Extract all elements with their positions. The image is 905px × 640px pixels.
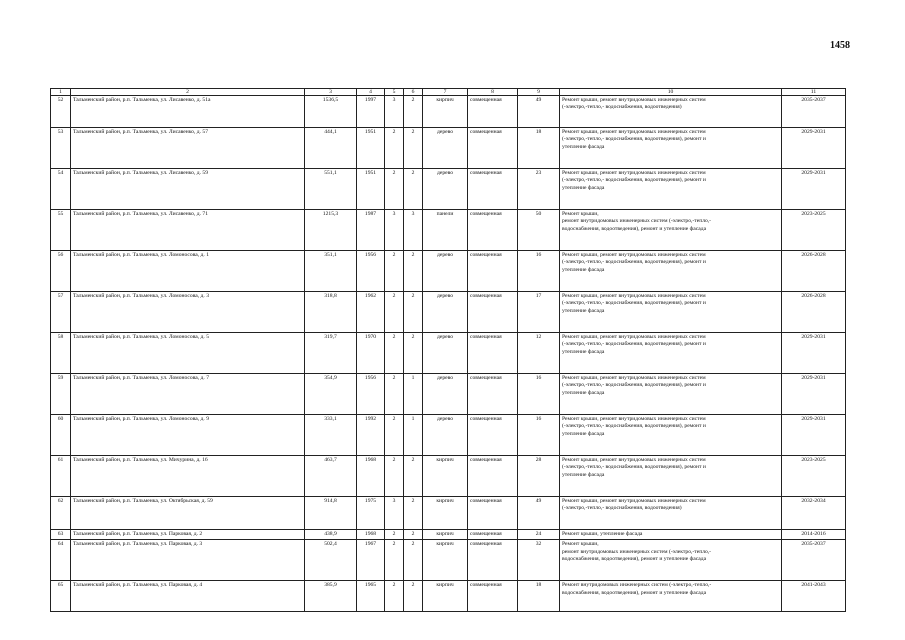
area-cell: 502,4 — [305, 540, 357, 581]
material-cell: дерево — [423, 374, 468, 415]
row-number: 57 — [51, 292, 71, 333]
area-cell: 444,1 — [305, 128, 357, 169]
table-row — [51, 96, 846, 128]
table-row — [51, 456, 846, 497]
table-row — [51, 128, 846, 169]
area-cell: 1536,5 — [305, 96, 357, 128]
area-cell: 351,1 — [305, 251, 357, 292]
works-cell: Ремонт крыши, ремонт внутридомовых инженерных систем (-электро,-тепло,- водоснабжения, водоотведения), ремонт и утепление фасада — [560, 456, 782, 497]
floors-cell: 3 — [385, 210, 404, 251]
roof-cell: совмещенная — [468, 96, 518, 128]
column-number: 5 — [385, 89, 404, 96]
roof-cell: совмещенная — [468, 456, 518, 497]
wear-cell: 28 — [518, 456, 560, 497]
year-cell: 1975 — [357, 497, 385, 530]
material-cell: дерево — [423, 169, 468, 210]
wear-cell: 50 — [518, 210, 560, 251]
column-number: 1 — [51, 89, 71, 96]
entrances-cell: 2 — [404, 497, 423, 530]
works-cell: Ремонт крыши, ремонт внутридомовых инженерных систем (-электро,-тепло,- водоснабжения, водоотведения), ремонт и утепление фасада — [560, 169, 782, 210]
area-cell: 551,1 — [305, 169, 357, 210]
column-number: 7 — [423, 89, 468, 96]
period-cell: 2029-2031 — [782, 169, 846, 210]
works-cell: Ремонт крыши, ремонт внутридомовых инженерных систем (-электро,-тепло,- водоснабжения, водоотведения), ремонт и утепление фасада — [560, 374, 782, 415]
works-cell: Ремонт крыши, ремонт внутридомовых инженерных систем (-электро,-тепло,- водоснабжения, водоотведения), ремонт и утепление фасада — [560, 251, 782, 292]
area-cell: 463,7 — [305, 456, 357, 497]
floors-cell: 2 — [385, 169, 404, 210]
floors-cell: 2 — [385, 456, 404, 497]
works-cell: Ремонт крыши, ремонт внутридомовых инженерных систем (-электро,-тепло,- водоснабжения, водоотведения), ремонт и утепление фасада — [560, 292, 782, 333]
address-cell: Тальменский район, р.п. Тальменка, ул. Ломоносова, д. 7 — [71, 374, 305, 415]
area-cell: 318,8 — [305, 292, 357, 333]
year-cell: 1968 — [357, 456, 385, 497]
area-cell: 319,7 — [305, 333, 357, 374]
year-cell: 1968 — [357, 530, 385, 540]
entrances-cell: 2 — [404, 530, 423, 540]
floors-cell: 3 — [385, 497, 404, 530]
column-number: 3 — [305, 89, 357, 96]
wear-cell: 16 — [518, 251, 560, 292]
period-cell: 2029-2031 — [782, 374, 846, 415]
roof-cell: совмещенная — [468, 128, 518, 169]
address-cell: Тальменский район, р.п. Тальменка, ул. Ломоносова, д. 3 — [71, 292, 305, 333]
period-cell: 2026-2028 — [782, 292, 846, 333]
row-number: 52 — [51, 96, 71, 128]
entrances-cell: 2 — [404, 251, 423, 292]
works-cell: Ремонт внутридомовых инженерных систем (-электро,-тепло,- водоснабжения, водоотведения), ремонт и утепление фасада — [560, 581, 782, 612]
row-number: 65 — [51, 581, 71, 612]
entrances-cell: 1 — [404, 415, 423, 456]
row-number: 55 — [51, 210, 71, 251]
table-body — [51, 89, 846, 612]
wear-cell: 17 — [518, 292, 560, 333]
year-cell: 1951 — [357, 128, 385, 169]
area-cell: 333,1 — [305, 415, 357, 456]
table-row — [51, 530, 846, 540]
area-cell: 354,9 — [305, 374, 357, 415]
floors-cell: 2 — [385, 540, 404, 581]
entrances-cell: 2 — [404, 581, 423, 612]
roof-cell: совмещенная — [468, 333, 518, 374]
floors-cell: 2 — [385, 333, 404, 374]
row-number: 64 — [51, 540, 71, 581]
year-cell: 1987 — [357, 210, 385, 251]
row-number: 59 — [51, 374, 71, 415]
entrances-cell: 2 — [404, 169, 423, 210]
page-number: 1458 — [830, 40, 850, 51]
wear-cell: 49 — [518, 497, 560, 530]
material-cell: дерево — [423, 415, 468, 456]
period-cell: 2023-2025 — [782, 456, 846, 497]
material-cell: кирпич — [423, 96, 468, 128]
wear-cell: 18 — [518, 581, 560, 612]
year-cell: 1956 — [357, 374, 385, 415]
period-cell: 2014-2016 — [782, 530, 846, 540]
wear-cell: 16 — [518, 415, 560, 456]
address-cell: Тальменский район, р.п. Тальменка, ул. Мичурина, д. 16 — [71, 456, 305, 497]
works-cell: Ремонт крыши, ремонт внутридомовых инженерных систем (-электро,-тепло,- водоснабжения, водоотведения), ремонт и утепление фасада — [560, 128, 782, 169]
period-cell: 2035-2037 — [782, 540, 846, 581]
address-cell: Тальменский район, р.п. Тальменка, ул. Лисавенко, д. 51а — [71, 96, 305, 128]
period-cell: 2032-2034 — [782, 497, 846, 530]
column-number: 10 — [560, 89, 782, 96]
row-number: 58 — [51, 333, 71, 374]
row-number: 60 — [51, 415, 71, 456]
wear-cell: 12 — [518, 333, 560, 374]
period-cell: 2029-2031 — [782, 128, 846, 169]
material-cell: кирпич — [423, 540, 468, 581]
entrances-cell: 2 — [404, 96, 423, 128]
material-cell: кирпич — [423, 530, 468, 540]
row-number: 63 — [51, 530, 71, 540]
row-number: 61 — [51, 456, 71, 497]
area-cell: 1215,3 — [305, 210, 357, 251]
floors-cell: 2 — [385, 128, 404, 169]
area-cell: 914,8 — [305, 497, 357, 530]
floors-cell: 2 — [385, 415, 404, 456]
year-cell: 1970 — [357, 333, 385, 374]
entrances-cell: 3 — [404, 210, 423, 251]
material-cell: панели — [423, 210, 468, 251]
material-cell: кирпич — [423, 456, 468, 497]
period-cell: 2023-2025 — [782, 210, 846, 251]
works-cell: Ремонт крыши, ремонт внутридомовых инженерных систем (-электро,-тепло,- водоснабжения, водоотведения), ремонт и утепление фасада — [560, 540, 782, 581]
column-number-row — [51, 89, 846, 96]
roof-cell: совмещенная — [468, 540, 518, 581]
column-number: 8 — [468, 89, 518, 96]
entrances-cell: 2 — [404, 456, 423, 497]
entrances-cell: 2 — [404, 333, 423, 374]
table-row — [51, 540, 846, 581]
roof-cell: совмещенная — [468, 581, 518, 612]
floors-cell: 2 — [385, 581, 404, 612]
entrances-cell: 1 — [404, 374, 423, 415]
year-cell: 1967 — [357, 540, 385, 581]
buildings-table — [50, 88, 846, 612]
roof-cell: совмещенная — [468, 292, 518, 333]
roof-cell: совмещенная — [468, 497, 518, 530]
table-row — [51, 333, 846, 374]
material-cell: кирпич — [423, 581, 468, 612]
entrances-cell: 2 — [404, 540, 423, 581]
row-number: 62 — [51, 497, 71, 530]
wear-cell: 32 — [518, 540, 560, 581]
address-cell: Тальменский район, р.п. Тальменка, ул. Ломоносова, д. 9 — [71, 415, 305, 456]
column-number: 11 — [782, 89, 846, 96]
address-cell: Тальменский район, р.п. Тальменка, ул. Ломоносова, д. 5 — [71, 333, 305, 374]
material-cell: дерево — [423, 292, 468, 333]
table-row — [51, 374, 846, 415]
period-cell: 2035-2037 — [782, 96, 846, 128]
year-cell: 1962 — [357, 292, 385, 333]
works-cell: Ремонт крыши, ремонт внутридомовых инженерных систем (-электро,-тепло,- водоснабжения, водоотведения) — [560, 497, 782, 530]
column-number: 9 — [518, 89, 560, 96]
column-number: 2 — [71, 89, 305, 96]
year-cell: 1965 — [357, 581, 385, 612]
row-number: 54 — [51, 169, 71, 210]
column-number: 4 — [357, 89, 385, 96]
roof-cell: совмещенная — [468, 169, 518, 210]
material-cell: дерево — [423, 251, 468, 292]
works-cell: Ремонт крыши, ремонт внутридомовых инженерных систем (-электро,-тепло,- водоснабжения, водоотведения), ремонт и утепление фасада — [560, 333, 782, 374]
works-cell: Ремонт крыши, ремонт внутридомовых инженерных систем (-электро,-тепло,- водоснабжения, водоотведения) — [560, 96, 782, 128]
floors-cell: 3 — [385, 96, 404, 128]
floors-cell: 2 — [385, 374, 404, 415]
table-row — [51, 251, 846, 292]
entrances-cell: 2 — [404, 128, 423, 169]
material-cell: дерево — [423, 333, 468, 374]
period-cell: 2029-2031 — [782, 333, 846, 374]
wear-cell: 23 — [518, 169, 560, 210]
material-cell: кирпич — [423, 497, 468, 530]
column-number: 6 — [404, 89, 423, 96]
works-cell: Ремонт крыши, ремонт внутридомовых инженерных систем (-электро,-тепло,- водоснабжения, водоотведения), ремонт и утепление фасада — [560, 210, 782, 251]
address-cell: Тальменский район, р.п. Тальменка, ул. Лисавенко, д. 71 — [71, 210, 305, 251]
area-cell: 385,9 — [305, 581, 357, 612]
year-cell: 1997 — [357, 96, 385, 128]
roof-cell: совмещенная — [468, 415, 518, 456]
period-cell: 2041-2043 — [782, 581, 846, 612]
table-row — [51, 415, 846, 456]
works-cell: Ремонт крыши, утепление фасада — [560, 530, 782, 540]
wear-cell: 16 — [518, 374, 560, 415]
address-cell: Тальменский район, р.п. Тальменка, ул. Лисавенко, д. 57 — [71, 128, 305, 169]
period-cell: 2029-2031 — [782, 415, 846, 456]
wear-cell: 18 — [518, 128, 560, 169]
address-cell: Тальменский район, р.п. Тальменка, ул. Парковая, д. 4 — [71, 581, 305, 612]
table-row — [51, 210, 846, 251]
wear-cell: 24 — [518, 530, 560, 540]
address-cell: Тальменский район, р.п. Тальменка, ул. Ломоносова, д. 1 — [71, 251, 305, 292]
material-cell: дерево — [423, 128, 468, 169]
table-row — [51, 497, 846, 530]
address-cell: Тальменский район, р.п. Тальменка, ул. Октябрьская, д. 59 — [71, 497, 305, 530]
roof-cell: совмещенная — [468, 530, 518, 540]
row-number: 56 — [51, 251, 71, 292]
year-cell: 1956 — [357, 251, 385, 292]
year-cell: 1992 — [357, 415, 385, 456]
floors-cell: 2 — [385, 251, 404, 292]
address-cell: Тальменский район, р.п. Тальменка, ул. Лисавенко, д. 59 — [71, 169, 305, 210]
area-cell: 438,9 — [305, 530, 357, 540]
roof-cell: совмещенная — [468, 251, 518, 292]
address-cell: Тальменский район, р.п. Тальменка, ул. Парковая, д. 3 — [71, 540, 305, 581]
table-row — [51, 581, 846, 612]
works-cell: Ремонт крыши, ремонт внутридомовых инженерных систем (-электро,-тепло,- водоснабжения, водоотведения), ремонт и утепление фасада — [560, 415, 782, 456]
entrances-cell: 2 — [404, 292, 423, 333]
period-cell: 2026-2028 — [782, 251, 846, 292]
table-row — [51, 292, 846, 333]
roof-cell: совмещенная — [468, 374, 518, 415]
wear-cell: 49 — [518, 96, 560, 128]
floors-cell: 2 — [385, 530, 404, 540]
address-cell: Тальменский район, р.п. Тальменка, ул. Парковая, д. 2 — [71, 530, 305, 540]
year-cell: 1951 — [357, 169, 385, 210]
table-row — [51, 169, 846, 210]
roof-cell: совмещенная — [468, 210, 518, 251]
row-number: 53 — [51, 128, 71, 169]
floors-cell: 2 — [385, 292, 404, 333]
